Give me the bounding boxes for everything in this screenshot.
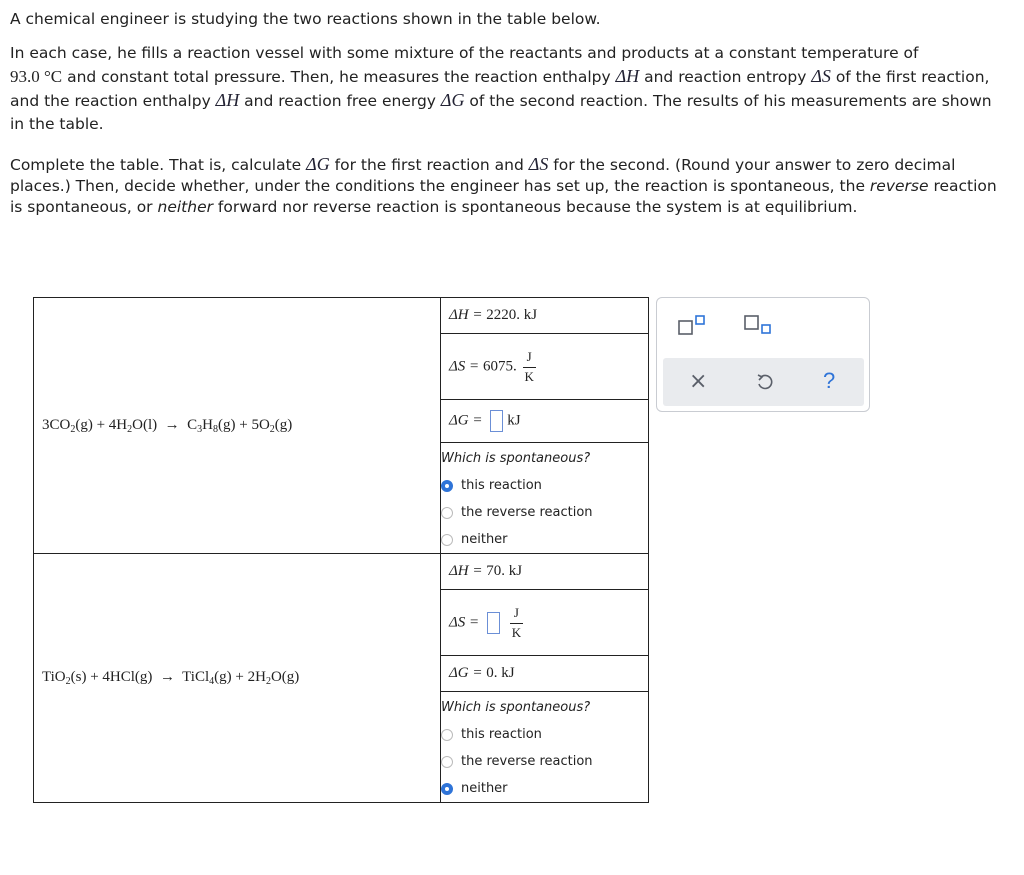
option-this-reaction[interactable]: this reaction xyxy=(441,721,648,748)
radio[interactable] xyxy=(441,729,453,741)
option-neither[interactable]: neither xyxy=(441,775,648,802)
undo-button[interactable] xyxy=(755,372,775,396)
reaction-2-spontaneity xyxy=(441,692,649,803)
toolbar-actions-row xyxy=(663,358,864,406)
reaction-table xyxy=(33,297,649,803)
subscript-icon xyxy=(743,314,777,336)
subscript-button[interactable] xyxy=(743,314,777,340)
reaction-2-entropy: ΔS = $\frac{J}{K}$ xyxy=(441,590,649,656)
reaction-2-enthalpy: ΔH = 70. kJ xyxy=(441,554,649,590)
math-toolbar xyxy=(656,297,870,412)
spontaneity-question: Which is spontaneous? xyxy=(441,700,591,715)
option-neither[interactable]: neither xyxy=(441,526,648,553)
superscript-button[interactable] xyxy=(677,314,711,340)
delta-s-input[interactable] xyxy=(487,612,500,634)
reaction-1-enthalpy: ΔH = 2220. kJ xyxy=(441,298,649,334)
radio[interactable] xyxy=(441,507,453,519)
help-button[interactable] xyxy=(823,366,835,396)
radio[interactable] xyxy=(441,756,453,768)
reaction-1-spontaneity xyxy=(441,443,649,554)
help-icon: ? xyxy=(823,368,836,393)
spontaneity-question: Which is spontaneous? xyxy=(441,451,591,466)
unit-j-per-k: $\frac{J}{K}$ xyxy=(524,348,534,384)
reaction-2-equation: TiO$_2$(s) + 4HCl(g) → TiCl$_4$(g) + $2H_2O(g)$ xyxy=(34,554,441,803)
option-this-reaction[interactable]: this reaction xyxy=(441,472,648,499)
option-reverse-reaction[interactable]: the reverse reaction xyxy=(441,499,648,526)
undo-icon xyxy=(755,372,775,392)
reaction-1-free-energy: ΔG = kJ xyxy=(441,400,649,443)
unit-j-per-k: $\frac{J}{K}$ xyxy=(511,604,522,640)
clear-button[interactable] xyxy=(689,368,707,396)
arrow-icon: → xyxy=(164,416,180,433)
intro-line-1: A chemical engineer is studying the two reactions shown in the table below. xyxy=(10,10,601,28)
superscript-icon xyxy=(677,314,711,336)
delta-g-input[interactable] xyxy=(490,410,503,432)
reaction-1-equation: $3CO_2(g) + 4H_2O(l) \to C_3H_8(g) + 5O_2(g)$ xyxy=(34,298,441,554)
arrow-icon: → xyxy=(159,669,175,685)
radio-selected[interactable] xyxy=(441,480,453,492)
instructions-paragraph: Complete the table. That is, calculate ΔG for the first reaction and ΔS for the second. (Round your answer to zero decimal places.) Then, decide whether, under the conditions the engineer has set up, the reaction is spontaneous, the reverse reaction is spontaneous, or neither forward nor reverse reaction is spontaneous because the system is at equilibrium. xyxy=(10,154,997,216)
intro-paragraph-2: In each case, he fills a reaction vessel with some mixture of the reactants and products at a constant temperature of 93.0 °C and constant total pressure. Then, he measures the reaction enthalpy ΔH and reaction entropy ΔS of the first reaction, and the reaction enthalpy ΔH and reaction free energy ΔG of the second reaction. The results of his measurements are shown in the table. xyxy=(10,44,992,133)
radio[interactable] xyxy=(441,534,453,546)
reaction-1-entropy: ΔS = 6075. $\frac{J}{K}$ xyxy=(441,334,649,400)
close-icon: × xyxy=(689,369,708,394)
reaction-2-free-energy: ΔG = 0. kJ xyxy=(441,656,649,692)
option-reverse-reaction[interactable]: the reverse reaction xyxy=(441,748,648,775)
radio-selected[interactable] xyxy=(441,783,453,795)
